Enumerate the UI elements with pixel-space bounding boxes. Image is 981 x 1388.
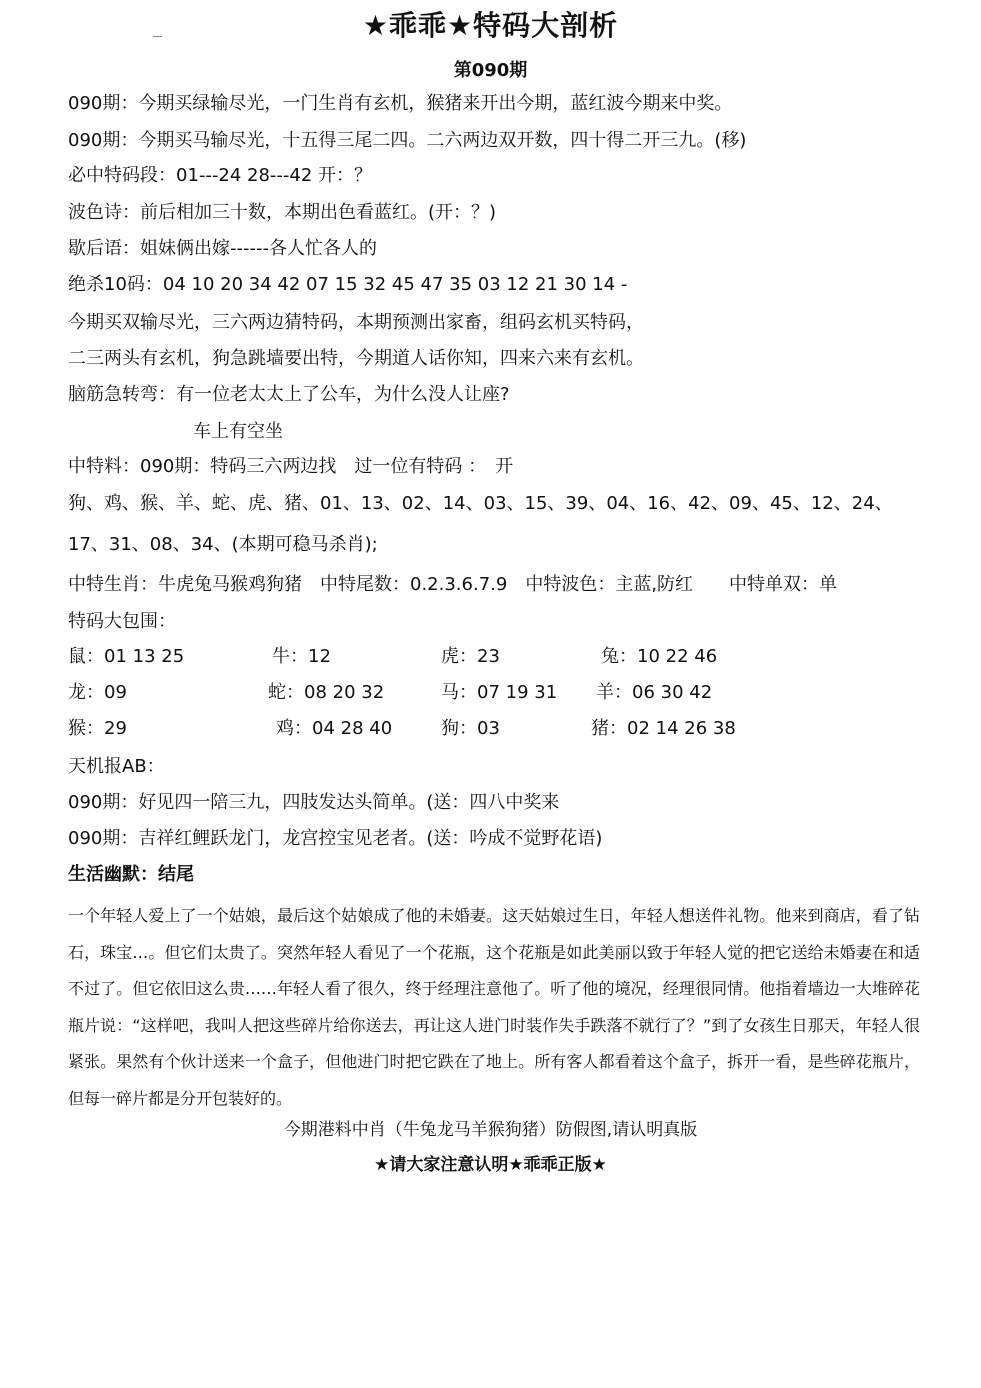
color-poem-line: 波色诗：前后相加三十数，本期出色看蓝红。(开：？): [68, 202, 497, 223]
prophecy-line-1: 090期：今期买绿输尽光，一门生肖有玄机，猴猪来开出今期，蓝红波今期来中奖。: [68, 93, 733, 114]
tianji-heading: 天机报AB：: [68, 756, 165, 777]
tianji-line-a: 090期：好见四一陪三九，四肢发达头简单。(送：四八中奖来: [68, 792, 560, 813]
zodiac-pig: 猪：02 14 26 38: [591, 718, 736, 739]
zodiac-rat: 鼠：01 13 25: [68, 646, 185, 667]
zodiac-dragon: 龙：09: [68, 682, 127, 703]
zodiac-rabbit: 兔：10 22 46: [601, 646, 718, 667]
zodiac-monkey: 猴：29: [68, 718, 127, 739]
special-list-line-1: 狗、鸡、猴、羊、蛇、虎、猪、01、13、02、14、03、15、39、04、16、42、09、45、12、24、: [68, 493, 893, 514]
humor-heading: 生活幽默：结尾: [68, 864, 194, 885]
special-attributes-line: 中特生肖：牛虎兔马猴鸡狗猪 中特尾数：0.2.3.6.7.9 中特波色：主蓝,防红 中特单双：单: [68, 574, 838, 595]
tianji-line-b: 090期：吉祥红鲤跃龙门，龙宫控宝见老者。(送：吟成不觉野花语): [68, 828, 603, 849]
riddle-question: 脑筋急转弯：有一位老太太上了公车，为什么没人让座?: [68, 384, 510, 405]
special-material-line: 中特料：090期：特码三六两边找 过一位有特码 ： 开: [68, 456, 514, 477]
riddle-answer: 车上有空坐: [193, 421, 283, 442]
zodiac-dog: 狗：03: [441, 718, 500, 739]
issue-number: 第090期: [453, 60, 528, 81]
humor-story: 一个年轻人爱上了一个姑娘，最后这个姑娘成了他的未婚妻。这天姑娘过生日，年轻人想送件礼物。他来到商店，看了钻石，珠宝…。但它们太贵了。突然年轻人看见了一个花瓶，这个花瓶是如此美丽以致于年轻人觉的把它送给未婚妻在和适不过了。但它依旧这么贵……年轻人看了很久，终于经理注意他了。听了他的境况，经理很同情。他指着墙边一大堆碎花瓶片说：“这样吧，我叫人把这些碎片给你送去，再让这人进门时装作失手跌落不就行了？”到了女孩生日那天，年轻人很紧张。果然有个伙计送来一个盒子，但他进门时把它跌在了地上。所有客人都看着这个盒子，拆开一看，是些碎花瓶片，但每一碎片都是分开包装好的。: [68, 906, 920, 1108]
zodiac-rooster: 鸡：04 28 40: [276, 718, 393, 739]
genuine-version-note: ★请大家注意认明★乖乖正版★: [374, 1155, 607, 1175]
zodiac-goat: 羊：06 30 42: [596, 682, 713, 703]
kill-ten-line: 绝杀10码：04 10 20 34 42 07 15 32 45 47 35 03 12 21 30 14 -: [68, 274, 628, 295]
stray-mark: [153, 36, 162, 37]
prophecy-line-2: 090期：今期买马输尽光，十五得三尾二四。二六两边双开数，四十得二开三九。(移): [68, 130, 747, 151]
page-title: ★乖乖★特码大剖析: [362, 9, 619, 42]
special-list-line-2: 17、31、08、34、(本期可稳马杀肖);: [68, 534, 378, 555]
zodiac-ox: 牛：12: [272, 646, 331, 667]
code-range-line: 必中特码段：01---24 28---42 开：？: [68, 165, 373, 186]
poem-line-2: 二三两头有玄机，狗急跳墙要出特，今期道人话你知，四来六来有玄机。: [68, 348, 644, 369]
proverb-line: 歇后语：姐妹俩出嫁------各人忙各人的: [68, 238, 377, 259]
anti-fake-note: 今期港料中肖（牛兔龙马羊猴狗猪）防假图,请认明真版: [283, 1120, 698, 1140]
zodiac-snake: 蛇：08 20 32: [268, 682, 385, 703]
poem-line-1: 今期买双输尽光，三六两边猜特码，本期预测出家畜，组码玄机买特码，: [68, 312, 644, 333]
big-surround-heading: 特码大包围：: [68, 611, 176, 632]
zodiac-tiger: 虎：23: [441, 646, 500, 667]
zodiac-horse: 马：07 19 31: [441, 682, 558, 703]
